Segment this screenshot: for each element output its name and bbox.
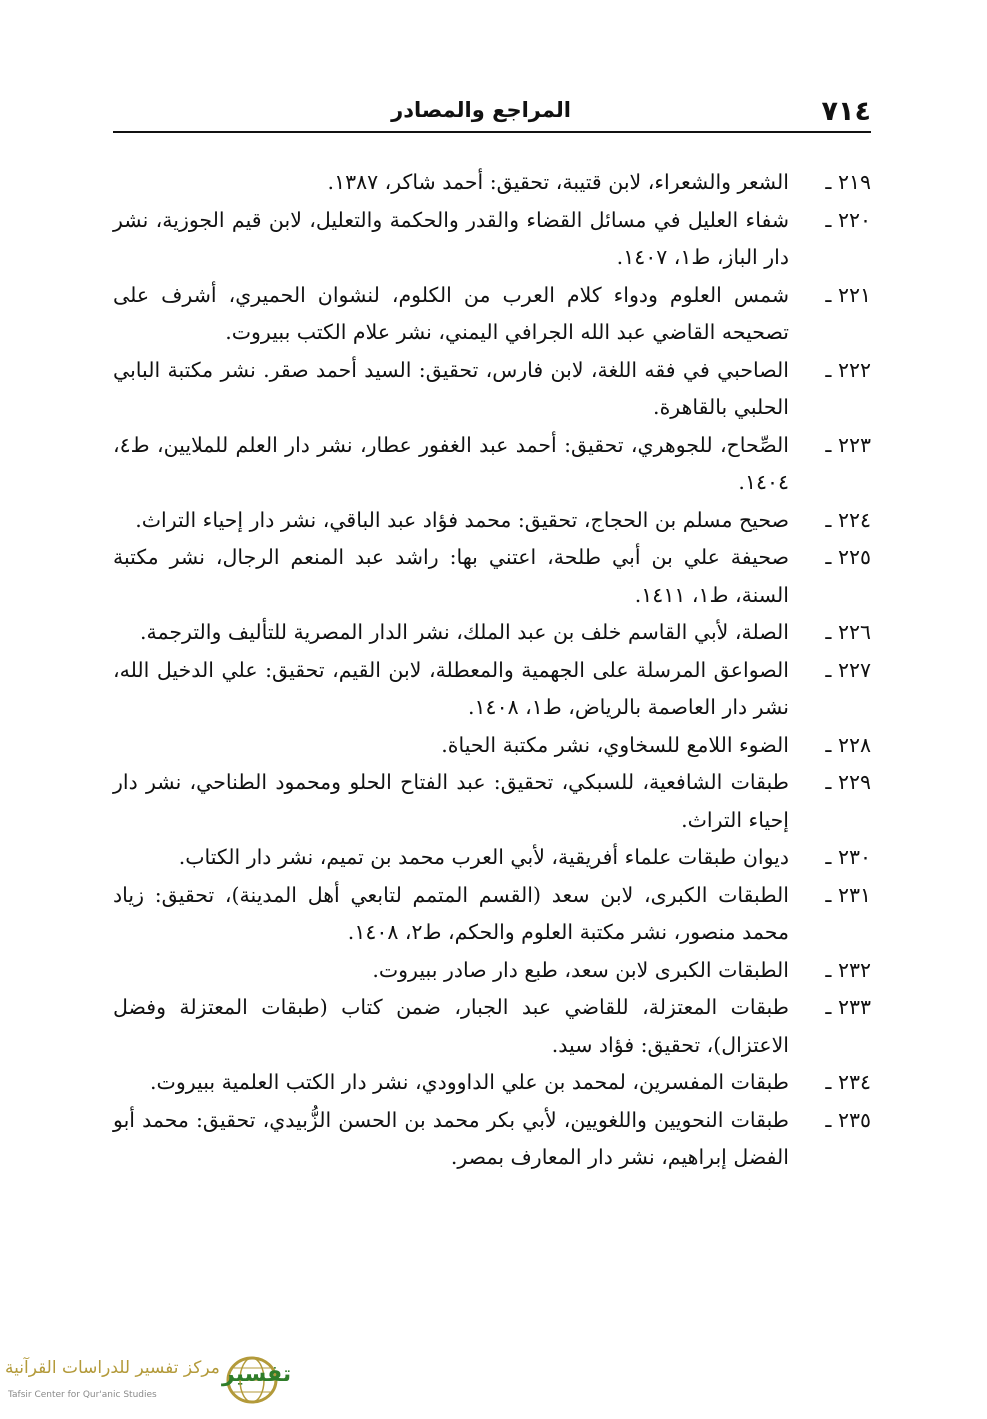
reference-number: ٢٢٩ ـ: [825, 770, 871, 794]
reference-number: ٢٣٣ ـ: [825, 995, 871, 1019]
reference-text: الضوء اللامع للسخاوي، نشر مكتبة الحياة.: [441, 732, 789, 757]
reference-list: [113, 164, 871, 1177]
reference-number: ٢٢٣ ـ: [825, 432, 871, 457]
reference-item: [113, 877, 871, 952]
reference-text: طبقات الشافعية، للسبكي، تحقيق: عبد الفتاح الحلو ومحمود الطناحي، نشر دار إحياء التراث.: [113, 770, 789, 832]
reference-item: [113, 764, 871, 839]
reference-item: [113, 502, 871, 540]
reference-text: طبقات النحويين واللغويين، لأبي بكر محمد بن الحسن الزُّبيدي، تحقيق: محمد أبو الفضل إبراهيم، نشر دار المعارف بمصر.: [113, 1107, 789, 1169]
reference-item: [113, 614, 871, 652]
reference-item: [113, 164, 871, 202]
reference-item: [113, 839, 871, 877]
reference-item: [113, 202, 871, 277]
reference-text: الطبقات الكبرى لابن سعد، طبع دار صادر ببيروت.: [372, 957, 789, 982]
reference-number: ٢٢٥ ـ: [825, 545, 871, 569]
reference-item: [113, 539, 871, 614]
reference-number: ٢٢٠ ـ: [825, 207, 871, 232]
logo-wordmark: تفسير: [222, 1362, 292, 1387]
reference-number: ٢٢٨ ـ: [825, 732, 871, 757]
reference-text: صحيح مسلم بن الحجاج، تحقيق: محمد فؤاد عبد الباقي، نشر دار إحياء التراث.: [135, 507, 789, 532]
reference-number: ٢٣٤ ـ: [825, 1070, 871, 1094]
reference-text: صحيفة علي بن أبي طلحة، اعتني بها: راشد عبد المنعم الرجال، نشر مكتبة السنة، ط١، ١٤١١.: [113, 545, 789, 607]
reference-item: [113, 989, 871, 1064]
page-number: ٧١٤: [821, 96, 871, 127]
running-title: المراجع والمصادر: [391, 98, 571, 122]
reference-item: [113, 1064, 871, 1102]
reference-number: ٢١٩ ـ: [825, 170, 871, 194]
logo-english-name: Tafsir Center for Qur'anic Studies: [8, 1390, 157, 1400]
reference-text: شمس العلوم ودواء كلام العرب من الكلوم، لنشوان الحميري، أشرف على تصحيحه القاضي عبد الله الجرافي اليمني، نشر علام الكتب ببيروت.: [113, 282, 789, 344]
page-header: [113, 92, 871, 132]
reference-number: ٢٣١ ـ: [825, 882, 871, 907]
reference-number: ٢٢٢ ـ: [825, 357, 871, 382]
logo-arabic-name: مركز تفسير للدراسات القرآنية: [5, 1358, 220, 1378]
reference-text: الصلة، لأبي القاسم خلف بن عبد الملك، نشر الدار المصرية للتأليف والترجمة.: [140, 620, 789, 644]
reference-item: [113, 427, 871, 502]
reference-text: الصِّحاح، للجوهري، تحقيق: أحمد عبد الغفور عطار، نشر دار العلم للملايين، ط٤، ١٤٠٤.: [113, 432, 789, 494]
reference-text: الشعر والشعراء، لابن قتيبة، تحقيق: أحمد شاكر، ١٣٨٧.: [327, 170, 789, 194]
reference-item: [113, 652, 871, 727]
reference-number: ٢٣٠ ـ: [825, 845, 871, 869]
reference-item: [113, 952, 871, 990]
reference-item: [113, 1102, 871, 1177]
reference-number: ٢٢٦ ـ: [825, 620, 871, 644]
reference-number: ٢٣٢ ـ: [825, 957, 871, 982]
reference-number: ٢٣٥ ـ: [825, 1107, 871, 1132]
reference-text: ديوان طبقات علماء أفريقية، لأبي العرب محمد بن تميم، نشر دار الكتاب.: [178, 845, 789, 869]
reference-number: ٢٢١ ـ: [825, 282, 871, 307]
reference-number: ٢٢٤ ـ: [825, 507, 871, 532]
reference-text: الطبقات الكبرى، لابن سعد (القسم المتمم لتابعي أهل المدينة)، تحقيق: زياد محمد منصور، نشر مكتبة العلوم والحكم، ط٢، ١٤٠٨.: [113, 882, 789, 944]
reference-item: [113, 352, 871, 427]
header-rule: [113, 131, 871, 133]
tafsir-center-logo: [0, 1350, 330, 1418]
reference-number: ٢٢٧ ـ: [825, 657, 871, 682]
reference-text: طبقات المفسرين، لمحمد بن علي الداوودي، نشر دار الكتب العلمية ببيروت.: [150, 1070, 789, 1094]
reference-text: الصواعق المرسلة على الجهمية والمعطلة، لابن القيم، تحقيق: علي الدخيل الله، نشر دار العاصمة بالرياض، ط١، ١٤٠٨.: [113, 657, 789, 719]
reference-text: طبقات المعتزلة، للقاضي عبد الجبار، ضمن كتاب (طبقات المعتزلة وفضل الاعتزال)، تحقيق: فؤاد سيد.: [113, 995, 789, 1057]
reference-item: [113, 727, 871, 765]
reference-text: الصاحبي في فقه اللغة، لابن فارس، تحقيق: السيد أحمد صقر. نشر مكتبة البابي الحلبي بالقاهرة.: [113, 357, 789, 419]
reference-text: شفاء العليل في مسائل القضاء والقدر والحكمة والتعليل، لابن قيم الجوزية، نشر دار الباز، ط١، ١٤٠٧.: [113, 207, 789, 269]
reference-item: [113, 277, 871, 352]
